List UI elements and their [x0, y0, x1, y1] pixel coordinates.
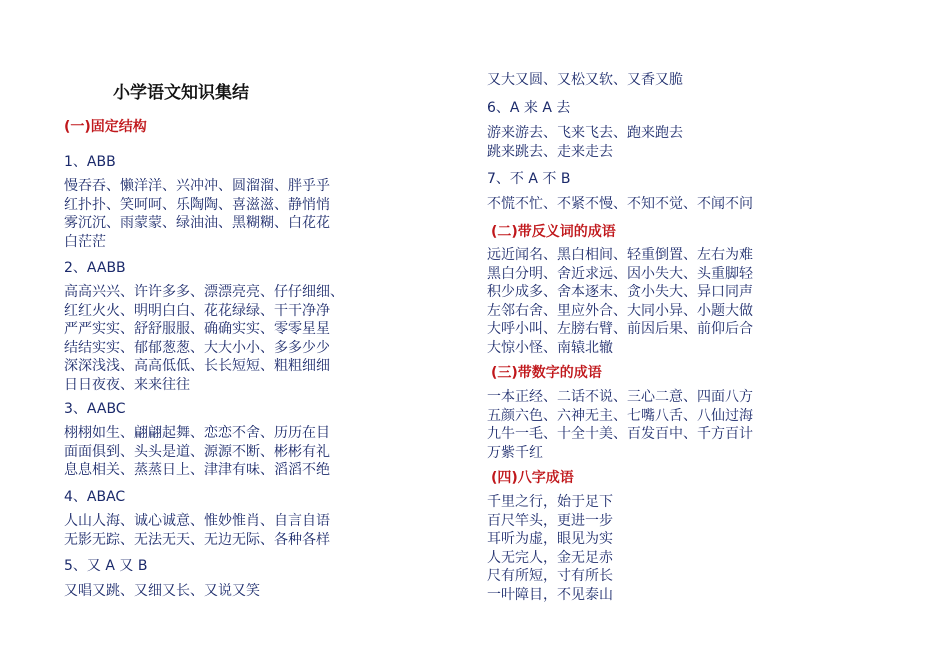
aabc-list [64, 424, 330, 480]
a-lai-a-qu-line: 跳来跳去、走来走去 [487, 143, 613, 160]
abac-line: 无影无踪、无法无天、无边无际、各种各样 [64, 531, 330, 548]
antonym-idioms-line: 黑白分明、舍近求远、因小失大、头重脚轻 [487, 265, 753, 282]
abac-list [64, 512, 330, 549]
number-idioms-line: 万紫千红 [487, 444, 543, 461]
abac-line: 人山人海、诚心诚意、惟妙惟肖、自言自语 [64, 513, 330, 529]
aabb-line: 深深浅浅、高高低低、长长短短、粗粗细细 [64, 358, 330, 374]
eight-char-idioms-line: 百尺竿头，更进一步 [487, 512, 613, 529]
antonym-idioms-list [487, 246, 753, 357]
eight-char-idioms-line: 耳听为虚，眼见为实 [487, 531, 613, 547]
abac-heading: 4、ABAC [64, 489, 126, 505]
a-lai-a-qu-heading: 6、A 来 A 去 [487, 100, 571, 116]
bu-a-bu-b-line: 不慌不忙、不紧不慢、不知不觉、不闻不问 [487, 196, 753, 212]
abb-list [64, 177, 330, 251]
abb-line: 慢吞吞、懒洋洋、兴冲冲、圆溜溜、胖乎乎 [64, 178, 330, 194]
section-heading-fixed-structure: (一)固定结构 [64, 119, 147, 135]
you-a-you-b-list [64, 582, 260, 601]
aabb-line: 结结实实、郁郁葱葱、大大小小、多多少少 [64, 339, 330, 356]
abb-line: 红扑扑、笑呵呵、乐陶陶、喜滋滋、静悄悄 [64, 196, 330, 213]
bu-a-bu-b-heading: 7、不 A 不 B [487, 171, 571, 187]
aabc-line: 息息相关、蒸蒸日上、津津有味、滔滔不绝 [64, 462, 330, 478]
aabb-line: 红红火火、明明白白、花花绿绿、干干净净 [64, 302, 330, 319]
aabb-list [64, 283, 344, 394]
antonym-idioms-line: 积少成多、舍本逐末、贪小失大、异口同声 [487, 284, 753, 300]
antonym-idioms-line: 大惊小怪、南辕北辙 [487, 339, 613, 356]
aabb-heading: 2、AABB [64, 260, 126, 276]
section-heading-antonym-idioms: (二)带反义词的成语 [491, 224, 616, 240]
eight-char-idioms-list [487, 493, 613, 604]
number-idioms-line: 一本正经、二话不说、三心二意、四面八方 [487, 389, 753, 405]
abb-heading: 1、ABB [64, 154, 116, 170]
aabb-line: 严严实实、舒舒服服、确确实实、零零星星 [64, 321, 330, 337]
section-heading-number-idioms: (三)带数字的成语 [491, 365, 602, 381]
bu-a-bu-b-list [487, 195, 753, 214]
number-idioms-line: 九牛一毛、十全十美、百发百中、千方百计 [487, 426, 753, 442]
a-lai-a-qu-list [487, 124, 683, 161]
aabb-line: 高高兴兴、许许多多、漂漂亮亮、仔仔细细、 [64, 284, 344, 300]
section-heading-eight-char-idioms: (四)八字成语 [491, 470, 574, 486]
a-lai-a-qu-line: 游来游去、飞来飞去、跑来跑去 [487, 125, 683, 141]
you-a-you-b-line: 又大又圆、又松又软、又香又脆 [487, 72, 683, 88]
you-a-you-b-line: 又唱又跳、又细又长、又说又笑 [64, 583, 260, 599]
aabc-line: 栩栩如生、翩翩起舞、恋恋不舍、历历在目 [64, 425, 330, 441]
eight-char-idioms-line: 人无完人，金无足赤 [487, 549, 613, 566]
antonym-idioms-line: 大呼小叫、左膀右臂、前因后果、前仰后合 [487, 321, 753, 337]
eight-char-idioms-line: 千里之行，始于足下 [487, 494, 613, 510]
antonym-idioms-line: 左邻右舍、里应外合、大同小异、小题大做 [487, 302, 753, 319]
eight-char-idioms-line: 尺有所短，寸有所长 [487, 568, 613, 584]
number-idioms-line: 五颜六色、六神无主、七嘴八舌、八仙过海 [487, 407, 753, 424]
abb-line: 雾沉沉、雨蒙蒙、绿油油、黑糊糊、白花花 [64, 215, 330, 231]
page-title: 小学语文知识集结 [113, 83, 249, 103]
eight-char-idioms-line: 一叶障目，不见泰山 [487, 586, 613, 603]
aabc-line: 面面俱到、头头是道、源源不断、彬彬有礼 [64, 443, 330, 460]
aabb-line: 日日夜夜、来来往往 [64, 376, 190, 393]
you-a-you-b-continued [487, 71, 683, 90]
you-a-you-b-heading: 5、又 A 又 B [64, 558, 148, 574]
aabc-heading: 3、AABC [64, 401, 126, 417]
number-idioms-list [487, 388, 753, 462]
antonym-idioms-line: 远近闻名、黑白相间、轻重倒置、左右为难 [487, 247, 753, 263]
abb-line: 白茫茫 [64, 233, 106, 250]
